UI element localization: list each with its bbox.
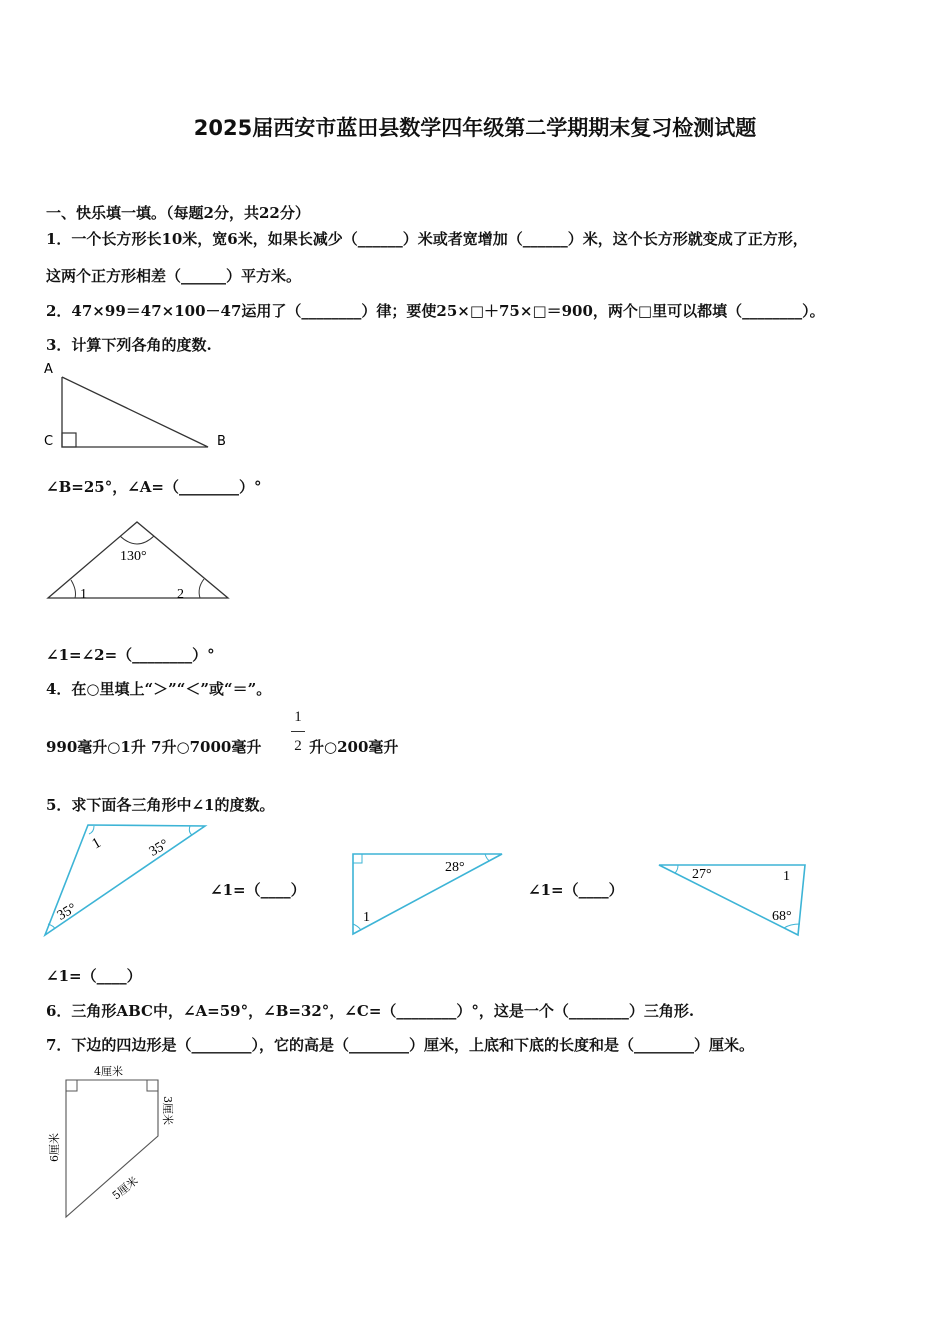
question-5: 5．求下面各三角形中∠1的度数。 bbox=[46, 796, 275, 814]
angle-1-arc bbox=[71, 580, 76, 598]
page-title: 2025届西安市蓝田县数学四年级第二学期期末复习检测试题 bbox=[193, 116, 757, 140]
question-7: 7．下边的四边形是（________），它的高是（________）厘米，上底和下底的长度和是（________）厘米。 bbox=[46, 1036, 754, 1054]
vertex-label-b: B bbox=[217, 434, 226, 449]
triangle-1-top-arc bbox=[89, 826, 94, 834]
right-angle-marker bbox=[62, 433, 76, 447]
obtuse-triangle-figure bbox=[44, 518, 234, 608]
triangle-2-angle-1: 1 bbox=[363, 910, 370, 925]
fraction-bar bbox=[291, 731, 305, 732]
q5-triangle-1 bbox=[40, 820, 210, 940]
triangle-2-right-angle bbox=[353, 854, 362, 863]
question-1-line-1: 1．一个长方形长10米，宽6米，如果长减少（______）米或者宽增加（______）米，这个长方形就变成了正方形， bbox=[46, 230, 808, 248]
question-5-answer-2: ∠1=（____） bbox=[528, 881, 624, 899]
triangle-3-angle-a: 27° bbox=[692, 867, 712, 882]
triangle-1-angle-1: 1 bbox=[89, 834, 104, 853]
trapezoid-left-label: 6厘米 bbox=[48, 1133, 61, 1162]
triangle-3-angle-1: 1 bbox=[783, 869, 790, 884]
trapezoid-right-label: 3厘米 bbox=[161, 1096, 174, 1125]
question-5-answer-3: ∠1=（____） bbox=[46, 967, 142, 985]
fraction-denominator: 2 bbox=[294, 738, 302, 754]
question-4-items-part-1: 990毫升○1升 7升○7000毫升 bbox=[46, 738, 262, 756]
q5-triangle-2 bbox=[345, 848, 510, 938]
q5-triangle-3 bbox=[652, 858, 812, 940]
triangle-ab-edge bbox=[62, 377, 208, 447]
angle-top-label: 130° bbox=[120, 549, 147, 564]
fraction-numerator: 1 bbox=[294, 709, 302, 725]
question-4: 4．在○里填上“＞”“＜”或“＝”。 bbox=[46, 680, 272, 698]
question-3-answer-2: ∠1=∠2=（________）° bbox=[46, 646, 215, 664]
question-5-answer-1: ∠1=（____） bbox=[210, 881, 306, 899]
trapezoid-slant-label: 5厘米 bbox=[109, 1174, 141, 1203]
angle-2-label: 2 bbox=[177, 587, 184, 602]
top-angle-arc bbox=[120, 536, 154, 544]
trapezoid-right-angle-left bbox=[66, 1080, 77, 1091]
triangle-1-angle-b: 35° bbox=[54, 900, 80, 924]
question-3-answer-1: ∠B=25°，∠A=（________）° bbox=[46, 478, 262, 496]
vertex-label-c: C bbox=[44, 434, 54, 449]
triangle-3-bottom-arc bbox=[784, 924, 800, 928]
question-1-line-2: 这两个正方形相差（______）平方米。 bbox=[46, 267, 302, 285]
question-2: 2．47×99＝47×100－47运用了（________）律；要使25×□＋75×□＝900，两个□里可以都填（________）。 bbox=[46, 302, 825, 320]
section-heading: 一、快乐填一填。（每题2分，共22分） bbox=[46, 204, 310, 222]
angle-1-label: 1 bbox=[80, 587, 87, 602]
triangle-1-angle-a: 35° bbox=[146, 836, 172, 860]
triangle-2-outline bbox=[353, 854, 502, 934]
question-4-items-part-2: 升○200毫升 bbox=[309, 738, 399, 756]
triangle-1-right-arc bbox=[189, 826, 192, 835]
question-3: 3．计算下列各角的度数. bbox=[46, 336, 212, 354]
triangle-3-angle-b: 68° bbox=[772, 909, 792, 924]
trapezoid-top-label: 4厘米 bbox=[94, 1065, 123, 1078]
trapezoid-right-angle-right bbox=[147, 1080, 158, 1091]
angle-2-arc bbox=[199, 579, 204, 598]
question-6: 6．三角形ABC中，∠A=59°，∠B=32°，∠C=（________）°，这是一个（________）三角形. bbox=[46, 1002, 695, 1020]
triangle-2-angle-a: 28° bbox=[445, 860, 465, 875]
triangle-2-bottom-arc bbox=[353, 924, 361, 930]
right-triangle-figure bbox=[40, 355, 240, 455]
trapezoid-figure bbox=[44, 1062, 194, 1227]
vertex-label-a: A bbox=[44, 362, 53, 377]
triangle-3-left-arc bbox=[675, 865, 678, 873]
